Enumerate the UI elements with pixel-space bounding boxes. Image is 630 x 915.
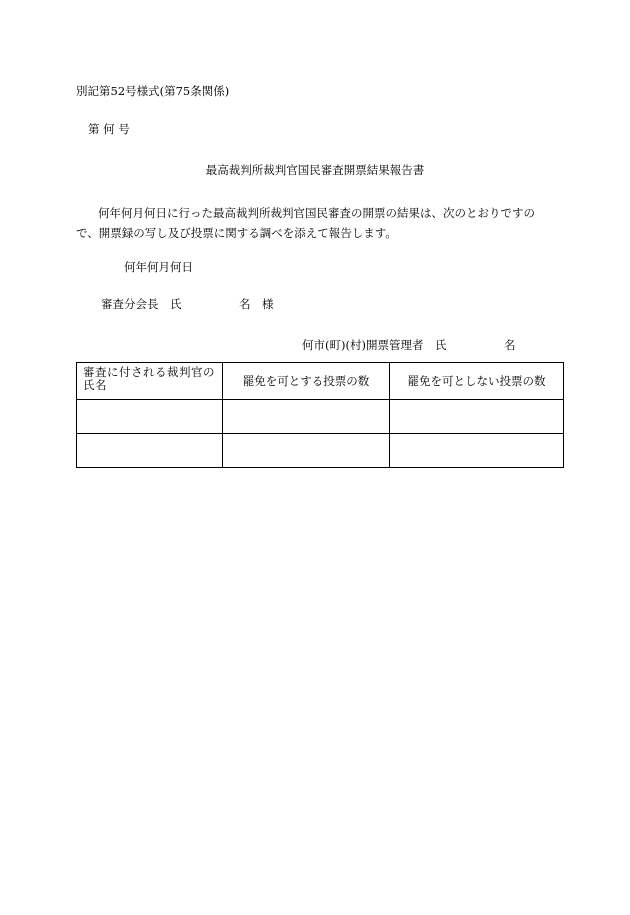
table-header-row [77, 363, 564, 400]
table-cell [223, 400, 390, 434]
document-date: 何年何月何日 [124, 260, 193, 274]
table-cell [223, 434, 390, 468]
table-cell [390, 434, 564, 468]
document-number: 第 何 号 [88, 122, 130, 136]
table-cell [77, 400, 223, 434]
table-row [77, 400, 564, 434]
table-row [77, 434, 564, 468]
form-reference: 別記第52号様式(第75条関係) [76, 84, 230, 98]
header-votes-against-dismissal: 罷免を可としない投票の数 [390, 363, 564, 400]
document-title: 最高裁判所裁判官国民審査開票結果報告書 [205, 163, 425, 177]
sender: 何市(町)(村)開票管理者 氏 名 [302, 338, 516, 352]
result-table [76, 362, 564, 468]
header-judge-name: 審査に付される裁判官の氏名 [77, 363, 223, 400]
body-line-2: で、開票録の写し及び投票に関する調べを添えて報告します。 [76, 226, 397, 240]
header-votes-for-dismissal: 罷免を可とする投票の数 [223, 363, 390, 400]
body-line-1: 何年何月何日に行った最高裁判所裁判官国民審査の開票の結果は、次のとおりですの [98, 206, 535, 220]
addressee: 審査分会長 氏 名 様 [101, 297, 274, 311]
table-cell [390, 400, 564, 434]
table-cell [77, 434, 223, 468]
body-paragraph [76, 203, 562, 243]
